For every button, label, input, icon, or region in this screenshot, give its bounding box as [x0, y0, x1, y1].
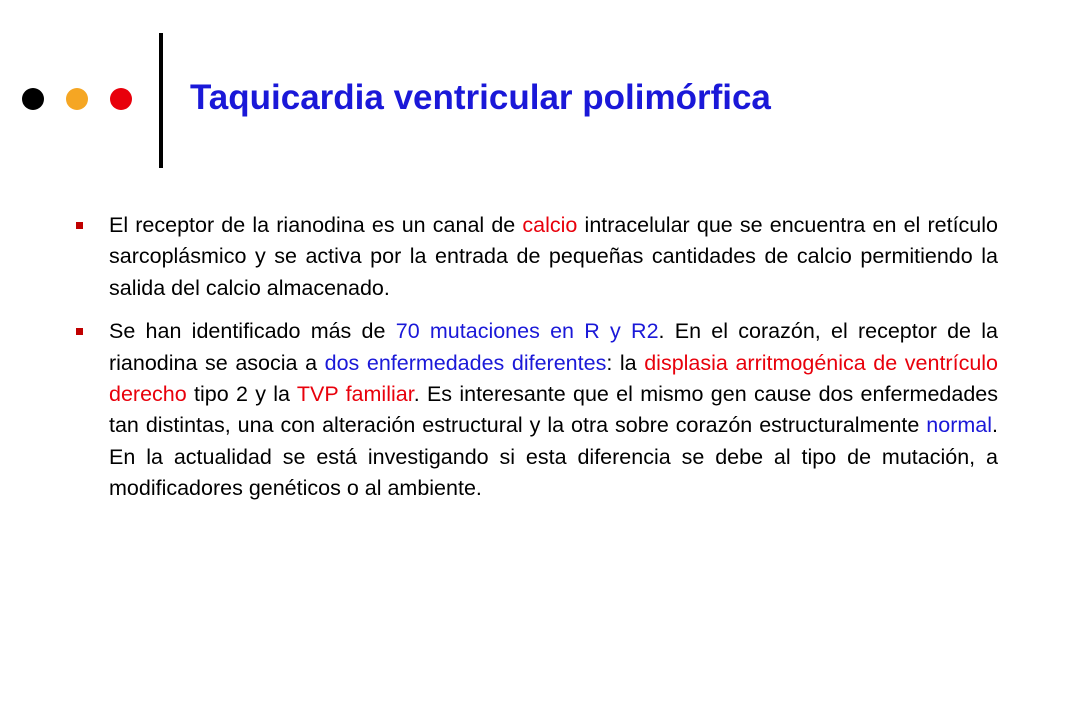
text-segment: . En el corazón, el receptor de la rianodina se asocia a [109, 319, 999, 375]
bullet-item-2 [76, 316, 998, 504]
highlight-calcio: calcio [522, 213, 578, 237]
black-dot-icon [22, 88, 44, 110]
highlight-normal: normal [926, 413, 993, 438]
highlight-enfermedades: dos enfermedades diferentes [324, 350, 607, 375]
text-segment: Se han identificado más de [109, 319, 396, 344]
text-segment: intracelular que se encuentra en el retículo sarcoplásmico y se activa por la entrada de pequeñas cantidades de calcio permitiendo la salida del calcio almacenado. [109, 213, 998, 300]
text-segment: El receptor de la rianodina es un canal de [109, 213, 523, 237]
orange-dot-icon [66, 88, 88, 110]
text-segment: . En la actualidad se está investigando si esta diferencia se debe al tipo de mutación, a modificadores genéticos o al ambiente. [109, 413, 998, 501]
text-segment: : la [606, 350, 645, 375]
title-divider [159, 33, 163, 168]
slide-body [76, 210, 998, 517]
highlight-displasia: displasia arritmogénica de ventrículo derecho [109, 350, 999, 407]
highlight-mutaciones: 70 mutaciones en R y R2 [395, 319, 659, 344]
red-dot-icon [110, 88, 132, 110]
square-bullet-icon [76, 328, 83, 335]
text-segment: tipo 2 y la [186, 382, 297, 407]
slide-title: Taquicardia ventricular polimórfica [190, 78, 771, 117]
highlight-tvp: TVP familiar [296, 382, 414, 407]
decorative-dots [22, 88, 132, 110]
text-segment: . Es interesante que el mismo gen cause dos enfermedades tan distintas, una con alteración estructural y la otra sobre corazón estructuralmente [109, 382, 999, 438]
bullet-item-1 [76, 210, 998, 304]
square-bullet-icon [76, 222, 83, 229]
